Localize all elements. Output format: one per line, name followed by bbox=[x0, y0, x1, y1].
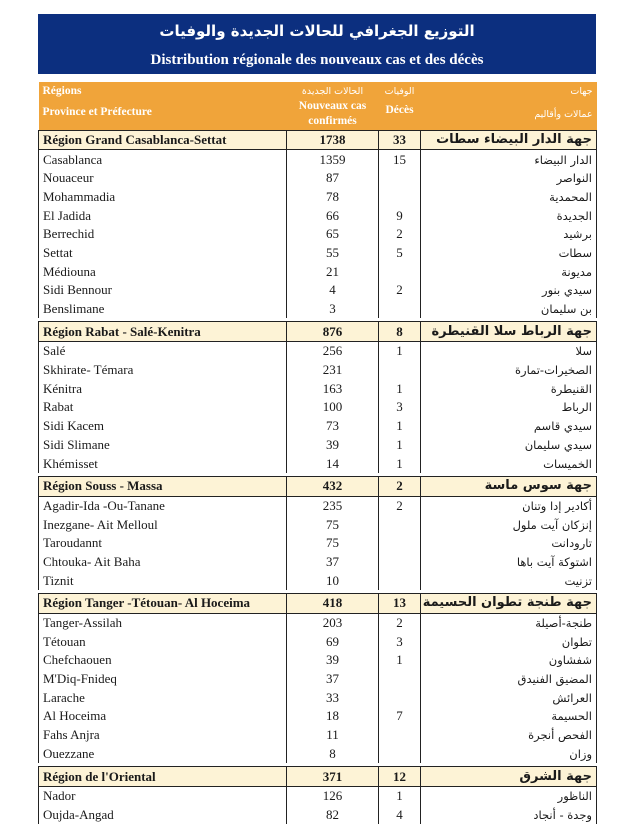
province-name-fr: Casablanca bbox=[39, 150, 287, 169]
province-deaths: 2 bbox=[379, 281, 421, 300]
province-name-fr: Khémisset bbox=[39, 454, 287, 473]
region-name-fr: Région Rabat - Salé-Kenitra bbox=[39, 322, 287, 342]
province-row bbox=[39, 225, 597, 244]
province-cases: 4 bbox=[287, 281, 379, 300]
province-name-fr: Sidi Slimane bbox=[39, 436, 287, 455]
province-deaths bbox=[379, 688, 421, 707]
region-deaths: 13 bbox=[379, 594, 421, 614]
province-cases: 126 bbox=[287, 786, 379, 805]
province-cases: 14 bbox=[287, 454, 379, 473]
province-deaths bbox=[379, 534, 421, 553]
province-name-fr: Mohammadia bbox=[39, 188, 287, 207]
province-name-fr: Sidi Kacem bbox=[39, 417, 287, 436]
province-row bbox=[39, 300, 597, 319]
province-cases: 37 bbox=[287, 553, 379, 572]
province-deaths bbox=[379, 300, 421, 319]
province-deaths: 1 bbox=[379, 454, 421, 473]
region-cases: 1738 bbox=[287, 130, 379, 150]
province-name-fr: Taroudannt bbox=[39, 534, 287, 553]
region-cases: 876 bbox=[287, 322, 379, 342]
province-name-fr: Ouezzane bbox=[39, 745, 287, 764]
province-name-ar: إنزكان آيت ملول bbox=[421, 515, 597, 534]
province-name-ar: سيدي قاسم bbox=[421, 417, 597, 436]
province-row bbox=[39, 262, 597, 281]
header-deaths-fr: Décès bbox=[385, 104, 414, 116]
province-cases: 231 bbox=[287, 361, 379, 380]
province-row bbox=[39, 806, 597, 824]
table-body bbox=[39, 130, 597, 824]
province-name-fr: Sidi Bennour bbox=[39, 281, 287, 300]
title-banner bbox=[38, 14, 596, 74]
province-name-fr: Salé bbox=[39, 342, 287, 361]
province-name-fr: Fahs Anjra bbox=[39, 726, 287, 745]
province-row bbox=[39, 571, 597, 590]
province-name-fr: El Jadida bbox=[39, 206, 287, 225]
province-name-ar: سيدي سليمان bbox=[421, 436, 597, 455]
region-deaths: 2 bbox=[379, 476, 421, 496]
header-cases bbox=[287, 82, 379, 130]
province-deaths: 1 bbox=[379, 651, 421, 670]
province-cases: 55 bbox=[287, 244, 379, 263]
province-deaths: 1 bbox=[379, 417, 421, 436]
header-deaths bbox=[379, 82, 421, 130]
province-cases: 73 bbox=[287, 417, 379, 436]
province-name-ar: اشتوكة آيت باها bbox=[421, 553, 597, 572]
region-deaths: 12 bbox=[379, 767, 421, 787]
province-name-fr: Inezgane- Ait Melloul bbox=[39, 515, 287, 534]
province-deaths bbox=[379, 670, 421, 689]
province-cases: 69 bbox=[287, 632, 379, 651]
region-name-fr: Région Souss - Massa bbox=[39, 476, 287, 496]
province-row bbox=[39, 632, 597, 651]
province-deaths: 1 bbox=[379, 379, 421, 398]
province-row bbox=[39, 688, 597, 707]
province-deaths: 1 bbox=[379, 342, 421, 361]
region-cases: 418 bbox=[287, 594, 379, 614]
province-deaths: 15 bbox=[379, 150, 421, 169]
region-name-ar: جهة الرباط سلا القنيطرة bbox=[421, 322, 597, 342]
province-row bbox=[39, 651, 597, 670]
region-name-ar: جهة الدار البيضاء سطات bbox=[421, 130, 597, 150]
province-deaths: 4 bbox=[379, 806, 421, 824]
province-name-fr: Benslimane bbox=[39, 300, 287, 319]
province-name-ar: الدار البيضاء bbox=[421, 150, 597, 169]
province-row bbox=[39, 398, 597, 417]
province-cases: 78 bbox=[287, 188, 379, 207]
province-row bbox=[39, 188, 597, 207]
province-row bbox=[39, 361, 597, 380]
province-row bbox=[39, 342, 597, 361]
province-cases: 256 bbox=[287, 342, 379, 361]
province-name-fr: Tiznit bbox=[39, 571, 287, 590]
province-cases: 100 bbox=[287, 398, 379, 417]
province-name-ar: أكادير إدا وتنان bbox=[421, 496, 597, 515]
province-row bbox=[39, 534, 597, 553]
province-cases: 8 bbox=[287, 745, 379, 764]
title-french: Distribution régionale des nouveaux cas et des décès bbox=[150, 52, 484, 68]
header-regions-ar bbox=[421, 82, 597, 130]
region-name-ar: جهة طنجة تطوان الحسيمة bbox=[421, 594, 597, 614]
region-deaths: 33 bbox=[379, 130, 421, 150]
province-name-fr: Chefchaouen bbox=[39, 651, 287, 670]
header-regions-label: Régions bbox=[42, 85, 82, 97]
province-name-fr: Nador bbox=[39, 786, 287, 805]
province-deaths bbox=[379, 188, 421, 207]
province-cases: 1359 bbox=[287, 150, 379, 169]
province-name-fr: Settat bbox=[39, 244, 287, 263]
province-name-ar: الرباط bbox=[421, 398, 597, 417]
header-cases-ar: الحالات الجديدة bbox=[301, 86, 364, 97]
province-cases: 66 bbox=[287, 206, 379, 225]
province-name-ar: برشيد bbox=[421, 225, 597, 244]
province-cases: 235 bbox=[287, 496, 379, 515]
province-cases: 10 bbox=[287, 571, 379, 590]
header-cases-fr-1: Nouveaux cas bbox=[298, 100, 367, 112]
province-row bbox=[39, 726, 597, 745]
province-cases: 21 bbox=[287, 262, 379, 281]
province-name-fr: M'Diq-Fnideq bbox=[39, 670, 287, 689]
province-row bbox=[39, 670, 597, 689]
province-name-fr: Oujda-Angad bbox=[39, 806, 287, 824]
province-row bbox=[39, 244, 597, 263]
province-cases: 18 bbox=[287, 707, 379, 726]
province-name-fr: Al Hoceima bbox=[39, 707, 287, 726]
province-name-ar: المحمدية bbox=[421, 188, 597, 207]
header-regions-ar-label: جهات bbox=[570, 86, 593, 97]
province-row bbox=[39, 786, 597, 805]
region-row bbox=[39, 476, 597, 496]
province-deaths: 7 bbox=[379, 707, 421, 726]
title-arabic: التوزيع الجغرافي للحالات الجديدة والوفيات bbox=[159, 22, 475, 40]
province-name-ar: الحسيمة bbox=[421, 707, 597, 726]
province-name-fr: Kénitra bbox=[39, 379, 287, 398]
province-name-ar: النواصر bbox=[421, 169, 597, 188]
province-row bbox=[39, 206, 597, 225]
province-name-ar: الناظور bbox=[421, 786, 597, 805]
province-name-ar: تارودانت bbox=[421, 534, 597, 553]
province-row bbox=[39, 707, 597, 726]
province-name-ar: شفشاون bbox=[421, 651, 597, 670]
province-name-ar: القنيطرة bbox=[421, 379, 597, 398]
region-name-fr: Région Tanger -Tétouan- Al Hoceima bbox=[39, 594, 287, 614]
province-name-fr: Nouaceur bbox=[39, 169, 287, 188]
province-name-ar: طنجة-أصيلة bbox=[421, 613, 597, 632]
province-cases: 82 bbox=[287, 806, 379, 824]
province-deaths bbox=[379, 726, 421, 745]
province-name-fr: Rabat bbox=[39, 398, 287, 417]
province-name-fr: Agadir-Ida -Ou-Tanane bbox=[39, 496, 287, 515]
province-name-fr: Chtouka- Ait Baha bbox=[39, 553, 287, 572]
province-cases: 11 bbox=[287, 726, 379, 745]
province-name-ar: مديونة bbox=[421, 262, 597, 281]
province-cases: 39 bbox=[287, 651, 379, 670]
province-cases: 75 bbox=[287, 534, 379, 553]
header-cases-fr-2: confirmés bbox=[308, 115, 357, 127]
province-cases: 163 bbox=[287, 379, 379, 398]
province-cases: 65 bbox=[287, 225, 379, 244]
province-name-ar: وجدة - أنجاد bbox=[421, 806, 597, 824]
province-deaths: 2 bbox=[379, 613, 421, 632]
province-cases: 3 bbox=[287, 300, 379, 319]
province-row bbox=[39, 613, 597, 632]
header-deaths-ar: الوفيات bbox=[384, 86, 415, 97]
province-cases: 37 bbox=[287, 670, 379, 689]
region-deaths: 8 bbox=[379, 322, 421, 342]
province-name-ar: وزان bbox=[421, 745, 597, 764]
province-name-fr: Berrechid bbox=[39, 225, 287, 244]
header-regions-fr bbox=[39, 82, 287, 130]
region-cases: 371 bbox=[287, 767, 379, 787]
region-row bbox=[39, 594, 597, 614]
province-deaths: 2 bbox=[379, 225, 421, 244]
province-name-ar: المضيق الفنيدق bbox=[421, 670, 597, 689]
region-cases: 432 bbox=[287, 476, 379, 496]
province-deaths: 5 bbox=[379, 244, 421, 263]
province-row bbox=[39, 169, 597, 188]
province-row bbox=[39, 496, 597, 515]
province-row bbox=[39, 281, 597, 300]
province-cases: 33 bbox=[287, 688, 379, 707]
province-name-fr: Tanger-Assilah bbox=[39, 613, 287, 632]
region-name-fr: Région Grand Casablanca-Settat bbox=[39, 130, 287, 150]
header-province-ar-label: عمالات وأقاليم bbox=[534, 109, 593, 120]
province-name-ar: تزنيت bbox=[421, 571, 597, 590]
province-deaths bbox=[379, 515, 421, 534]
province-name-ar: الفحص أنجرة bbox=[421, 726, 597, 745]
province-deaths bbox=[379, 361, 421, 380]
province-deaths: 2 bbox=[379, 496, 421, 515]
province-cases: 87 bbox=[287, 169, 379, 188]
province-deaths bbox=[379, 169, 421, 188]
region-row bbox=[39, 767, 597, 787]
province-deaths bbox=[379, 553, 421, 572]
province-row bbox=[39, 417, 597, 436]
province-name-ar: الصخيرات-تمارة bbox=[421, 361, 597, 380]
province-name-fr: Médiouna bbox=[39, 262, 287, 281]
province-cases: 203 bbox=[287, 613, 379, 632]
province-deaths: 1 bbox=[379, 786, 421, 805]
province-row bbox=[39, 515, 597, 534]
province-deaths bbox=[379, 745, 421, 764]
province-name-ar: الجديدة bbox=[421, 206, 597, 225]
province-name-fr: Larache bbox=[39, 688, 287, 707]
province-deaths bbox=[379, 571, 421, 590]
province-name-fr: Skhirate- Témara bbox=[39, 361, 287, 380]
province-row bbox=[39, 454, 597, 473]
region-name-ar: جهة الشرق bbox=[421, 767, 597, 787]
region-name-ar: جهة سوس ماسة bbox=[421, 476, 597, 496]
province-name-ar: بن سليمان bbox=[421, 300, 597, 319]
province-deaths: 9 bbox=[379, 206, 421, 225]
table-header-row bbox=[39, 82, 597, 130]
region-row bbox=[39, 322, 597, 342]
province-name-fr: Tétouan bbox=[39, 632, 287, 651]
province-row bbox=[39, 745, 597, 764]
province-deaths bbox=[379, 262, 421, 281]
province-name-ar: سطات bbox=[421, 244, 597, 263]
province-name-ar: الخميسات bbox=[421, 454, 597, 473]
province-name-ar: العرائش bbox=[421, 688, 597, 707]
province-cases: 39 bbox=[287, 436, 379, 455]
province-name-ar: تطوان bbox=[421, 632, 597, 651]
header-province-label: Province et Préfecture bbox=[42, 106, 152, 118]
province-name-ar: سيدي بنور bbox=[421, 281, 597, 300]
province-row bbox=[39, 150, 597, 169]
province-name-ar: سلا bbox=[421, 342, 597, 361]
province-cases: 75 bbox=[287, 515, 379, 534]
region-name-fr: Région de l'Oriental bbox=[39, 767, 287, 787]
province-row bbox=[39, 379, 597, 398]
province-row bbox=[39, 553, 597, 572]
region-row bbox=[39, 130, 597, 150]
province-deaths: 3 bbox=[379, 632, 421, 651]
distribution-table bbox=[38, 82, 597, 824]
province-deaths: 3 bbox=[379, 398, 421, 417]
province-deaths: 1 bbox=[379, 436, 421, 455]
province-row bbox=[39, 436, 597, 455]
